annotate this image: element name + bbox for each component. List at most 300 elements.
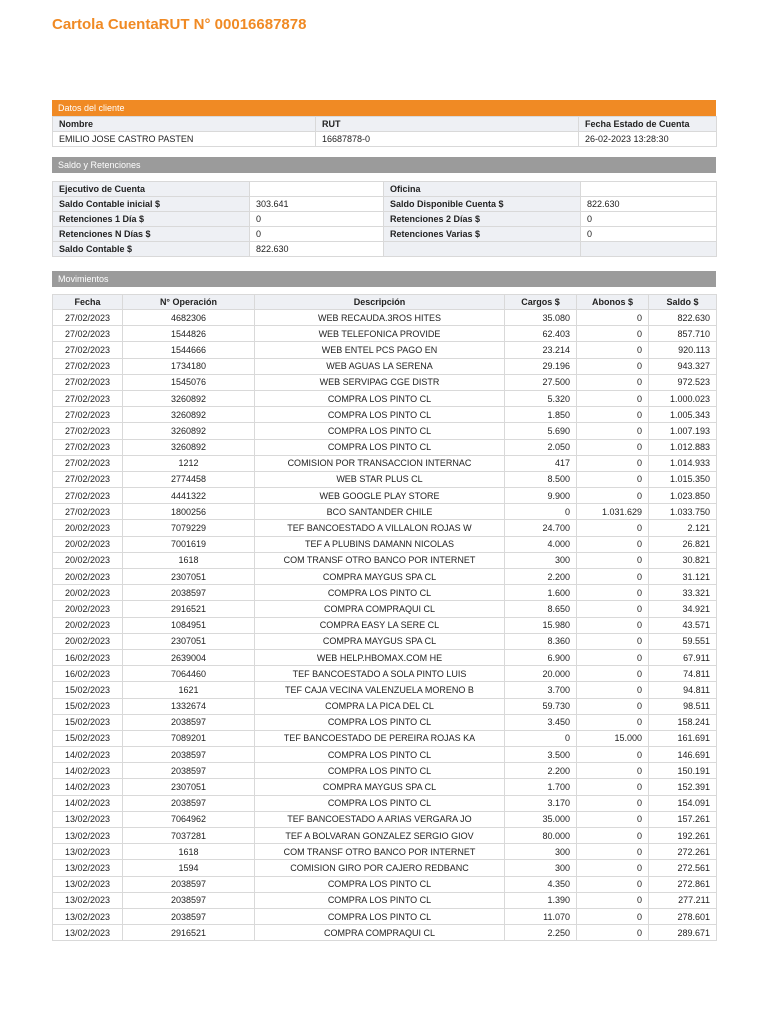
cell-operacion: 1545076 bbox=[123, 374, 255, 390]
table-row bbox=[53, 908, 717, 924]
cell-fecha: 15/02/2023 bbox=[53, 714, 123, 730]
cell-abonos: 0 bbox=[577, 828, 649, 844]
cell-operacion: 1212 bbox=[123, 455, 255, 471]
cell-abonos: 0 bbox=[577, 876, 649, 892]
cell-cargos: 23.214 bbox=[505, 342, 577, 358]
cell-operacion: 1734180 bbox=[123, 358, 255, 374]
cell-cargos: 3.450 bbox=[505, 714, 577, 730]
cell-saldo: 33.321 bbox=[649, 585, 717, 601]
saldo-label-left: Retenciones N Días $ bbox=[53, 227, 250, 242]
cell-fecha: 13/02/2023 bbox=[53, 828, 123, 844]
cell-saldo: 152.391 bbox=[649, 779, 717, 795]
cell-saldo: 972.523 bbox=[649, 374, 717, 390]
cell-abonos: 0 bbox=[577, 342, 649, 358]
cell-abonos: 0 bbox=[577, 520, 649, 536]
cell-fecha: 14/02/2023 bbox=[53, 747, 123, 763]
cell-operacion: 2038597 bbox=[123, 892, 255, 908]
table-row bbox=[53, 876, 717, 892]
table-row bbox=[53, 682, 717, 698]
cell-saldo: 1.033.750 bbox=[649, 504, 717, 520]
cell-operacion: 2038597 bbox=[123, 908, 255, 924]
cell-saldo: 1.007.193 bbox=[649, 423, 717, 439]
cell-operacion: 3260892 bbox=[123, 439, 255, 455]
client-statement-date: 26-02-2023 13:28:30 bbox=[579, 132, 717, 147]
cell-cargos: 5.320 bbox=[505, 390, 577, 406]
table-row bbox=[53, 342, 717, 358]
cell-abonos: 0 bbox=[577, 925, 649, 941]
cell-fecha: 13/02/2023 bbox=[53, 811, 123, 827]
saldo-value-left: 822.630 bbox=[250, 242, 384, 257]
cell-saldo: 857.710 bbox=[649, 326, 717, 342]
cell-saldo: 74.811 bbox=[649, 666, 717, 682]
cell-fecha: 20/02/2023 bbox=[53, 585, 123, 601]
cell-cargos: 80.000 bbox=[505, 828, 577, 844]
table-row bbox=[53, 569, 717, 585]
header-nombre: Nombre bbox=[53, 117, 316, 132]
cell-cargos: 2.200 bbox=[505, 569, 577, 585]
table-row bbox=[53, 730, 717, 746]
cell-abonos: 0 bbox=[577, 844, 649, 860]
saldo-value-left: 0 bbox=[250, 227, 384, 242]
cell-operacion: 1084951 bbox=[123, 617, 255, 633]
cell-abonos: 0 bbox=[577, 763, 649, 779]
cell-cargos: 59.730 bbox=[505, 698, 577, 714]
cell-cargos: 3.170 bbox=[505, 795, 577, 811]
saldo-label-left: Saldo Contable $ bbox=[53, 242, 250, 257]
saldo-value-left: 303.641 bbox=[250, 197, 384, 212]
cell-fecha: 15/02/2023 bbox=[53, 698, 123, 714]
table-row bbox=[53, 925, 717, 941]
header-fecha-estado: Fecha Estado de Cuenta bbox=[579, 117, 717, 132]
cell-saldo: 67.911 bbox=[649, 649, 717, 665]
cell-operacion: 1544666 bbox=[123, 342, 255, 358]
client-rut: 16687878-0 bbox=[316, 132, 579, 147]
table-row bbox=[53, 585, 717, 601]
cell-saldo: 158.241 bbox=[649, 714, 717, 730]
cell-abonos: 0 bbox=[577, 455, 649, 471]
client-section-header: Datos del cliente bbox=[52, 100, 716, 116]
cell-cargos: 1.390 bbox=[505, 892, 577, 908]
cell-saldo: 31.121 bbox=[649, 569, 717, 585]
cell-cargos: 1.700 bbox=[505, 779, 577, 795]
cell-descripcion: COMPRA LOS PINTO CL bbox=[255, 876, 505, 892]
cell-fecha: 27/02/2023 bbox=[53, 439, 123, 455]
cell-descripcion: COMPRA COMPRAQUI CL bbox=[255, 925, 505, 941]
cell-saldo: 277.211 bbox=[649, 892, 717, 908]
cell-cargos: 300 bbox=[505, 860, 577, 876]
cell-operacion: 3260892 bbox=[123, 407, 255, 423]
table-row bbox=[53, 358, 717, 374]
table-row bbox=[53, 666, 717, 682]
cell-cargos: 300 bbox=[505, 844, 577, 860]
cell-operacion: 2307051 bbox=[123, 779, 255, 795]
saldo-label-left: Ejecutivo de Cuenta bbox=[53, 182, 250, 197]
page-title: Cartola CuentaRUT N° 00016687878 bbox=[52, 16, 307, 33]
header-descripcion: Descripción bbox=[255, 295, 505, 310]
cell-abonos: 0 bbox=[577, 908, 649, 924]
cell-cargos: 24.700 bbox=[505, 520, 577, 536]
cell-cargos: 3.700 bbox=[505, 682, 577, 698]
cell-abonos: 0 bbox=[577, 310, 649, 326]
saldo-row bbox=[53, 242, 717, 257]
cell-abonos: 0 bbox=[577, 374, 649, 390]
cell-fecha: 13/02/2023 bbox=[53, 860, 123, 876]
cell-descripcion: WEB AGUAS LA SERENA bbox=[255, 358, 505, 374]
cell-saldo: 154.091 bbox=[649, 795, 717, 811]
cell-saldo: 146.691 bbox=[649, 747, 717, 763]
table-row bbox=[53, 390, 717, 406]
table-row bbox=[53, 455, 717, 471]
cell-fecha: 20/02/2023 bbox=[53, 520, 123, 536]
cell-abonos: 0 bbox=[577, 569, 649, 585]
cell-fecha: 14/02/2023 bbox=[53, 763, 123, 779]
cell-descripcion: COMPRA LOS PINTO CL bbox=[255, 390, 505, 406]
cell-fecha: 13/02/2023 bbox=[53, 908, 123, 924]
cell-cargos: 20.000 bbox=[505, 666, 577, 682]
cell-abonos: 0 bbox=[577, 601, 649, 617]
cell-saldo: 161.691 bbox=[649, 730, 717, 746]
table-row bbox=[53, 488, 717, 504]
cell-descripcion: COMPRA LOS PINTO CL bbox=[255, 747, 505, 763]
cell-abonos: 15.000 bbox=[577, 730, 649, 746]
cell-abonos: 0 bbox=[577, 439, 649, 455]
cell-descripcion: COMPRA LOS PINTO CL bbox=[255, 892, 505, 908]
cell-fecha: 27/02/2023 bbox=[53, 407, 123, 423]
cell-cargos: 2.250 bbox=[505, 925, 577, 941]
cell-fecha: 27/02/2023 bbox=[53, 358, 123, 374]
client-table bbox=[52, 116, 717, 147]
cell-abonos: 0 bbox=[577, 617, 649, 633]
cell-operacion: 2916521 bbox=[123, 601, 255, 617]
cell-saldo: 272.861 bbox=[649, 876, 717, 892]
cell-descripcion: TEF CAJA VECINA VALENZUELA MORENO B bbox=[255, 682, 505, 698]
cell-operacion: 1621 bbox=[123, 682, 255, 698]
cell-saldo: 192.261 bbox=[649, 828, 717, 844]
cell-cargos: 27.500 bbox=[505, 374, 577, 390]
movimientos-header-row bbox=[53, 295, 717, 310]
table-row bbox=[53, 892, 717, 908]
cell-cargos: 35.080 bbox=[505, 310, 577, 326]
cell-fecha: 20/02/2023 bbox=[53, 617, 123, 633]
cell-fecha: 27/02/2023 bbox=[53, 504, 123, 520]
cell-descripcion: WEB HELP.HBOMAX.COM HE bbox=[255, 649, 505, 665]
cell-fecha: 27/02/2023 bbox=[53, 326, 123, 342]
cell-operacion: 1618 bbox=[123, 844, 255, 860]
table-row bbox=[53, 407, 717, 423]
cell-saldo: 1.023.850 bbox=[649, 488, 717, 504]
cell-operacion: 3260892 bbox=[123, 390, 255, 406]
table-row bbox=[53, 617, 717, 633]
cell-descripcion: WEB GOOGLE PLAY STORE bbox=[255, 488, 505, 504]
cell-descripcion: COMPRA MAYGUS SPA CL bbox=[255, 779, 505, 795]
cell-descripcion: COM TRANSF OTRO BANCO POR INTERNET bbox=[255, 844, 505, 860]
table-row bbox=[53, 779, 717, 795]
cell-cargos: 5.690 bbox=[505, 423, 577, 439]
cell-operacion: 2038597 bbox=[123, 876, 255, 892]
cell-cargos: 11.070 bbox=[505, 908, 577, 924]
cell-descripcion: COMISION POR TRANSACCION INTERNAC bbox=[255, 455, 505, 471]
table-row bbox=[53, 552, 717, 568]
cell-operacion: 7064962 bbox=[123, 811, 255, 827]
cell-descripcion: TEF A PLUBINS DAMANN NICOLAS bbox=[255, 536, 505, 552]
saldo-value-left bbox=[250, 182, 384, 197]
saldo-table bbox=[52, 181, 717, 257]
cell-operacion: 2307051 bbox=[123, 569, 255, 585]
saldo-label-right: Oficina bbox=[384, 182, 581, 197]
cell-cargos: 1.600 bbox=[505, 585, 577, 601]
cell-descripcion: TEF BANCOESTADO DE PEREIRA ROJAS KA bbox=[255, 730, 505, 746]
table-row bbox=[53, 633, 717, 649]
cell-cargos: 0 bbox=[505, 730, 577, 746]
cell-abonos: 0 bbox=[577, 471, 649, 487]
cell-fecha: 20/02/2023 bbox=[53, 569, 123, 585]
cell-cargos: 15.980 bbox=[505, 617, 577, 633]
cell-descripcion: TEF A BOLVARAN GONZALEZ SERGIO GIOV bbox=[255, 828, 505, 844]
cell-cargos: 62.403 bbox=[505, 326, 577, 342]
cell-operacion: 2307051 bbox=[123, 633, 255, 649]
saldo-label-left: Retenciones 1 Día $ bbox=[53, 212, 250, 227]
cell-descripcion: COMPRA LA PICA DEL CL bbox=[255, 698, 505, 714]
cell-operacion: 7079229 bbox=[123, 520, 255, 536]
cell-abonos: 0 bbox=[577, 407, 649, 423]
cell-fecha: 14/02/2023 bbox=[53, 795, 123, 811]
saldo-label-right: Retenciones Varias $ bbox=[384, 227, 581, 242]
header-saldo: Saldo $ bbox=[649, 295, 717, 310]
cell-cargos: 8.650 bbox=[505, 601, 577, 617]
table-row bbox=[53, 423, 717, 439]
table-row bbox=[53, 601, 717, 617]
table-row bbox=[53, 795, 717, 811]
cell-saldo: 26.821 bbox=[649, 536, 717, 552]
cell-saldo: 943.327 bbox=[649, 358, 717, 374]
table-row bbox=[53, 649, 717, 665]
cell-operacion: 7089201 bbox=[123, 730, 255, 746]
cell-cargos: 29.196 bbox=[505, 358, 577, 374]
cell-fecha: 20/02/2023 bbox=[53, 601, 123, 617]
saldo-row bbox=[53, 212, 717, 227]
client-header-row bbox=[53, 117, 717, 132]
header-operacion: N° Operación bbox=[123, 295, 255, 310]
saldo-value-right: 822.630 bbox=[581, 197, 717, 212]
cell-fecha: 20/02/2023 bbox=[53, 552, 123, 568]
cell-saldo: 30.821 bbox=[649, 552, 717, 568]
cell-descripcion: COMPRA LOS PINTO CL bbox=[255, 763, 505, 779]
cell-descripcion: BCO SANTANDER CHILE bbox=[255, 504, 505, 520]
cell-fecha: 16/02/2023 bbox=[53, 666, 123, 682]
cell-descripcion: COMPRA LOS PINTO CL bbox=[255, 439, 505, 455]
cell-abonos: 0 bbox=[577, 666, 649, 682]
cell-fecha: 27/02/2023 bbox=[53, 310, 123, 326]
cell-saldo: 1.015.350 bbox=[649, 471, 717, 487]
table-row bbox=[53, 504, 717, 520]
cell-abonos: 0 bbox=[577, 714, 649, 730]
header-abonos: Abonos $ bbox=[577, 295, 649, 310]
cell-operacion: 2038597 bbox=[123, 585, 255, 601]
cell-abonos: 0 bbox=[577, 698, 649, 714]
cell-saldo: 1.000.023 bbox=[649, 390, 717, 406]
cell-saldo: 289.671 bbox=[649, 925, 717, 941]
client-value-row bbox=[53, 132, 717, 147]
cell-abonos: 0 bbox=[577, 779, 649, 795]
cell-operacion: 2639004 bbox=[123, 649, 255, 665]
table-row bbox=[53, 747, 717, 763]
cell-descripcion: TEF BANCOESTADO A SOLA PINTO LUIS bbox=[255, 666, 505, 682]
cell-operacion: 7064460 bbox=[123, 666, 255, 682]
cell-operacion: 1618 bbox=[123, 552, 255, 568]
cell-operacion: 4682306 bbox=[123, 310, 255, 326]
saldo-value-right bbox=[581, 182, 717, 197]
client-name: EMILIO JOSE CASTRO PASTEN bbox=[53, 132, 316, 147]
table-row bbox=[53, 763, 717, 779]
table-row bbox=[53, 374, 717, 390]
cell-saldo: 150.191 bbox=[649, 763, 717, 779]
cell-saldo: 920.113 bbox=[649, 342, 717, 358]
cell-descripcion: TEF BANCOESTADO A ARIAS VERGARA JO bbox=[255, 811, 505, 827]
cell-abonos: 0 bbox=[577, 488, 649, 504]
cell-fecha: 13/02/2023 bbox=[53, 892, 123, 908]
cell-fecha: 27/02/2023 bbox=[53, 374, 123, 390]
cell-saldo: 157.261 bbox=[649, 811, 717, 827]
cell-cargos: 1.850 bbox=[505, 407, 577, 423]
table-row bbox=[53, 811, 717, 827]
cell-operacion: 2038597 bbox=[123, 795, 255, 811]
cell-fecha: 13/02/2023 bbox=[53, 876, 123, 892]
cell-operacion: 1544826 bbox=[123, 326, 255, 342]
saldo-label-right bbox=[384, 242, 581, 257]
cell-fecha: 13/02/2023 bbox=[53, 844, 123, 860]
cell-descripcion: COMPRA MAYGUS SPA CL bbox=[255, 569, 505, 585]
cell-descripcion: WEB ENTEL PCS PAGO EN bbox=[255, 342, 505, 358]
table-row bbox=[53, 844, 717, 860]
cell-descripcion: WEB SERVIPAG CGE DISTR bbox=[255, 374, 505, 390]
cell-saldo: 272.261 bbox=[649, 844, 717, 860]
cell-fecha: 16/02/2023 bbox=[53, 649, 123, 665]
saldo-label-left: Saldo Contable inicial $ bbox=[53, 197, 250, 212]
cell-operacion: 4441322 bbox=[123, 488, 255, 504]
cell-saldo: 822.630 bbox=[649, 310, 717, 326]
cell-saldo: 1.014.933 bbox=[649, 455, 717, 471]
cell-saldo: 34.921 bbox=[649, 601, 717, 617]
saldo-row bbox=[53, 182, 717, 197]
cell-abonos: 0 bbox=[577, 358, 649, 374]
cell-descripcion: COMPRA LOS PINTO CL bbox=[255, 795, 505, 811]
header-rut: RUT bbox=[316, 117, 579, 132]
saldo-section-header: Saldo y Retenciones bbox=[52, 157, 716, 173]
cell-operacion: 3260892 bbox=[123, 423, 255, 439]
table-row bbox=[53, 698, 717, 714]
cell-cargos: 4.000 bbox=[505, 536, 577, 552]
cell-operacion: 1332674 bbox=[123, 698, 255, 714]
saldo-value-right bbox=[581, 242, 717, 257]
cell-fecha: 27/02/2023 bbox=[53, 423, 123, 439]
cell-saldo: 2.121 bbox=[649, 520, 717, 536]
cell-descripcion: COMPRA LOS PINTO CL bbox=[255, 908, 505, 924]
cell-descripcion: COMISION GIRO POR CAJERO REDBANC bbox=[255, 860, 505, 876]
saldo-label-right: Saldo Disponible Cuenta $ bbox=[384, 197, 581, 212]
cell-descripcion: COM TRANSF OTRO BANCO POR INTERNET bbox=[255, 552, 505, 568]
cell-cargos: 4.350 bbox=[505, 876, 577, 892]
cell-saldo: 1.005.343 bbox=[649, 407, 717, 423]
table-row bbox=[53, 471, 717, 487]
cell-operacion: 2916521 bbox=[123, 925, 255, 941]
saldo-value-left: 0 bbox=[250, 212, 384, 227]
cell-fecha: 15/02/2023 bbox=[53, 682, 123, 698]
cell-descripcion: COMPRA COMPRAQUI CL bbox=[255, 601, 505, 617]
cell-cargos: 6.900 bbox=[505, 649, 577, 665]
cell-fecha: 27/02/2023 bbox=[53, 455, 123, 471]
cell-descripcion: WEB TELEFONICA PROVIDE bbox=[255, 326, 505, 342]
cell-fecha: 13/02/2023 bbox=[53, 925, 123, 941]
header-fecha: Fecha bbox=[53, 295, 123, 310]
cell-fecha: 27/02/2023 bbox=[53, 342, 123, 358]
cell-fecha: 27/02/2023 bbox=[53, 390, 123, 406]
cell-cargos: 417 bbox=[505, 455, 577, 471]
cell-abonos: 0 bbox=[577, 649, 649, 665]
saldo-value-right: 0 bbox=[581, 212, 717, 227]
table-row bbox=[53, 439, 717, 455]
cell-cargos: 2.200 bbox=[505, 763, 577, 779]
cell-cargos: 2.050 bbox=[505, 439, 577, 455]
cell-descripcion: COMPRA LOS PINTO CL bbox=[255, 714, 505, 730]
cell-abonos: 0 bbox=[577, 892, 649, 908]
cell-abonos: 0 bbox=[577, 633, 649, 649]
cell-descripcion: COMPRA LOS PINTO CL bbox=[255, 585, 505, 601]
cell-saldo: 272.561 bbox=[649, 860, 717, 876]
cell-abonos: 0 bbox=[577, 811, 649, 827]
cell-operacion: 2774458 bbox=[123, 471, 255, 487]
cell-fecha: 27/02/2023 bbox=[53, 488, 123, 504]
cell-abonos: 0 bbox=[577, 536, 649, 552]
cell-saldo: 98.511 bbox=[649, 698, 717, 714]
cell-cargos: 300 bbox=[505, 552, 577, 568]
cell-cargos: 8.360 bbox=[505, 633, 577, 649]
cell-abonos: 1.031.629 bbox=[577, 504, 649, 520]
cell-abonos: 0 bbox=[577, 860, 649, 876]
table-row bbox=[53, 714, 717, 730]
cell-descripcion: COMPRA EASY LA SERE CL bbox=[255, 617, 505, 633]
cell-fecha: 27/02/2023 bbox=[53, 471, 123, 487]
cell-abonos: 0 bbox=[577, 390, 649, 406]
cell-operacion: 2038597 bbox=[123, 747, 255, 763]
cell-abonos: 0 bbox=[577, 326, 649, 342]
cell-operacion: 7037281 bbox=[123, 828, 255, 844]
cell-cargos: 0 bbox=[505, 504, 577, 520]
table-row bbox=[53, 520, 717, 536]
cell-abonos: 0 bbox=[577, 423, 649, 439]
cell-cargos: 8.500 bbox=[505, 471, 577, 487]
cell-fecha: 14/02/2023 bbox=[53, 779, 123, 795]
cell-fecha: 20/02/2023 bbox=[53, 633, 123, 649]
cell-abonos: 0 bbox=[577, 585, 649, 601]
cell-operacion: 1800256 bbox=[123, 504, 255, 520]
cell-descripcion: TEF BANCOESTADO A VILLALON ROJAS W bbox=[255, 520, 505, 536]
saldo-label-right: Retenciones 2 Días $ bbox=[384, 212, 581, 227]
cell-abonos: 0 bbox=[577, 552, 649, 568]
cell-descripcion: COMPRA LOS PINTO CL bbox=[255, 407, 505, 423]
cell-operacion: 2038597 bbox=[123, 763, 255, 779]
cell-saldo: 1.012.883 bbox=[649, 439, 717, 455]
cell-abonos: 0 bbox=[577, 747, 649, 763]
movimientos-section-header: Movimientos bbox=[52, 271, 716, 287]
table-row bbox=[53, 536, 717, 552]
cell-abonos: 0 bbox=[577, 795, 649, 811]
table-row bbox=[53, 310, 717, 326]
cell-operacion: 1594 bbox=[123, 860, 255, 876]
cell-saldo: 94.811 bbox=[649, 682, 717, 698]
cell-descripcion: WEB STAR PLUS CL bbox=[255, 471, 505, 487]
cell-saldo: 59.551 bbox=[649, 633, 717, 649]
movimientos-table bbox=[52, 294, 717, 941]
